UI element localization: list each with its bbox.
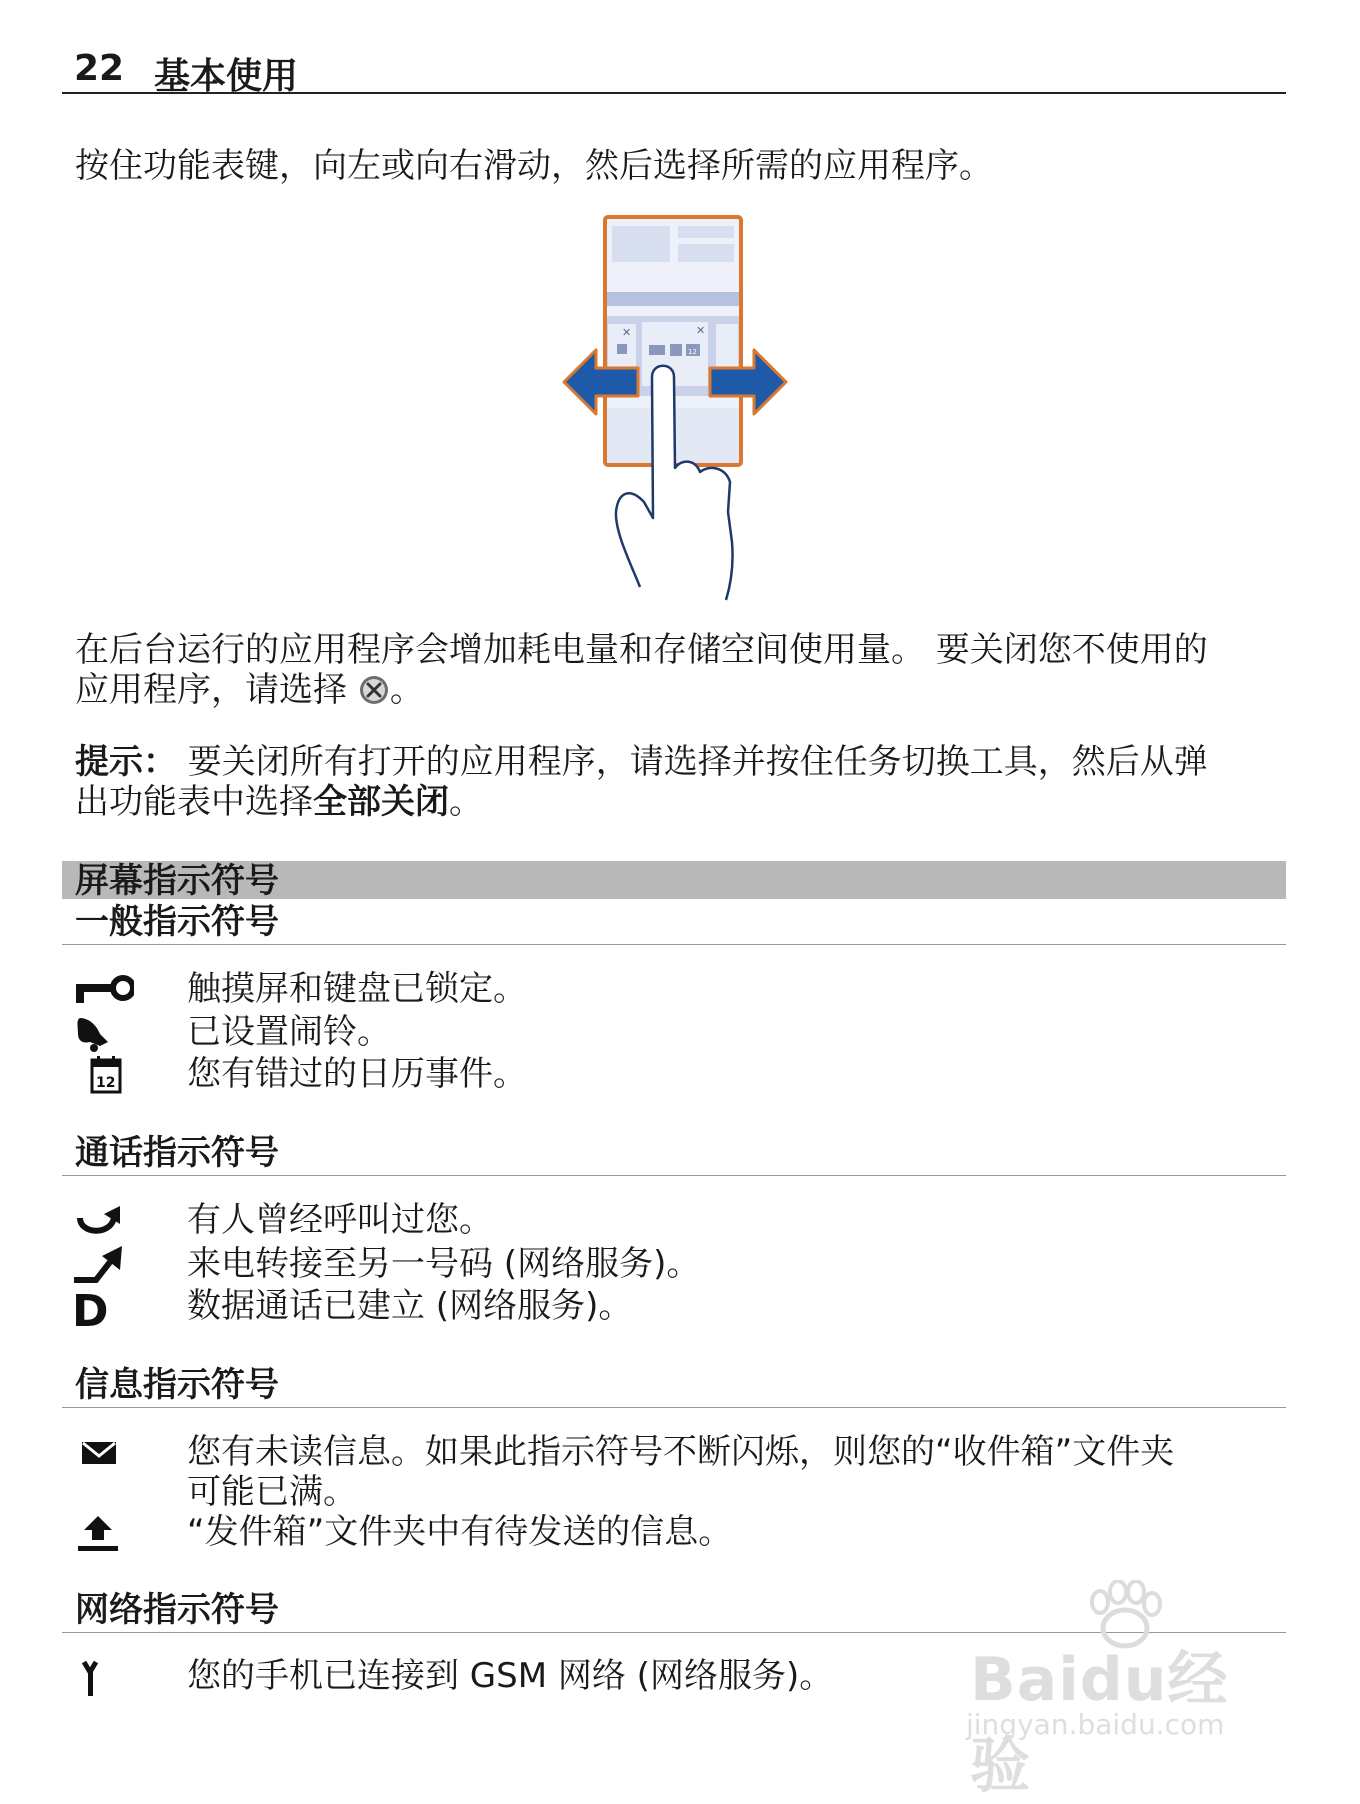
subheading-title: 通话指示符号: [75, 1133, 279, 1173]
indicator-row: [62, 1012, 1286, 1054]
svg-text:12: 12: [96, 1075, 116, 1091]
indicator-description: 您的手机已连接到 GSM 网络 (网络服务)。: [187, 1656, 834, 1696]
tip-line-1: [75, 742, 1285, 782]
tip-text: 要关闭所有打开的应用程序，请选择并按住任务切换工具，然后从弹: [177, 742, 1208, 782]
indicator-description: 触摸屏和键盘已锁定。: [187, 969, 527, 1009]
calendar-day-label: 12: [688, 348, 697, 356]
indicator-description: 有人曾经呼叫过您。: [187, 1200, 493, 1240]
indicator-description: 数据通话已建立 (网络服务)。: [187, 1286, 633, 1326]
subheading-title: 一般指示符号: [75, 902, 279, 942]
tip-end: 。: [449, 782, 483, 822]
close-icon: [358, 674, 390, 706]
tip-text: 出功能表中选择: [75, 782, 313, 822]
indicator-row: [62, 1244, 1286, 1286]
background-apps-end: 。: [389, 670, 424, 710]
bell-icon: [70, 1012, 134, 1054]
general-indicators-heading: [62, 900, 1286, 945]
screen-tile: [678, 244, 734, 262]
watermark-url: jingyan.baidu.com: [966, 1708, 1225, 1741]
music-icon: [670, 344, 682, 356]
watermark-brand: Baidu经验: [970, 1645, 1229, 1801]
screen-strip: [607, 292, 739, 306]
page-title: 基本使用: [154, 56, 299, 97]
antenna-icon: [70, 1656, 134, 1698]
section-heading: [62, 861, 1286, 899]
indicator-row: [62, 1512, 1286, 1554]
subheading-title: 信息指示符号: [75, 1365, 279, 1405]
background-apps-line-1: 在后台运行的应用程序会增加耗电量和存储空间使用量。 要关闭您不使用的: [75, 630, 1208, 670]
task-switcher-illustration: [560, 212, 800, 602]
key-icon: [70, 969, 134, 1011]
indicator-row: [62, 1432, 1286, 1474]
screen-tile: [678, 226, 734, 238]
envelope-icon: [70, 1432, 134, 1474]
indicator-row: [62, 1200, 1286, 1242]
indicator-row: [62, 1054, 1286, 1096]
intro-paragraph: 按住功能表键，向左或向右滑动，然后选择所需的应用程序。: [75, 146, 993, 186]
message-indicators-heading: [62, 1363, 1286, 1408]
missed-call-icon: [70, 1200, 134, 1242]
indicator-description: 来电转接至另一号码 (网络服务)。: [187, 1244, 701, 1284]
indicator-row: [62, 969, 1286, 1011]
close-icon: ✕: [696, 324, 706, 337]
indicator-description: “发件箱”文件夹中有待发送的信息。: [187, 1512, 733, 1552]
indicator-description: 已设置闹铃。: [187, 1012, 391, 1052]
data-call-icon: [70, 1286, 134, 1328]
call-indicators-heading: [62, 1131, 1286, 1176]
call-forward-icon: [70, 1244, 134, 1286]
section-title: 屏幕指示符号: [75, 861, 279, 901]
screen-tile: [612, 226, 670, 262]
page-header: [62, 44, 1286, 97]
indicator-description: 您有未读信息。如果此指示符号不断闪烁，则您的“收件箱”文件夹: [187, 1432, 1175, 1472]
tip-label: 提示：: [75, 742, 177, 782]
indicator-description-continued: 可能已满。: [187, 1472, 357, 1512]
calendar-icon: [70, 1054, 134, 1096]
background-apps-line-2: [75, 670, 1285, 710]
outbox-icon: [70, 1512, 134, 1554]
svg-text:D: D: [72, 1286, 109, 1328]
indicator-row: [62, 1472, 1286, 1514]
page-number: 22: [74, 48, 125, 89]
app-icon: [649, 345, 665, 355]
background-apps-text: 应用程序，请选择: [75, 670, 358, 710]
close-icon: ✕: [622, 326, 632, 339]
app-icon: [617, 344, 627, 354]
tip-line-2: [75, 782, 1285, 822]
subheading-title: 网络指示符号: [75, 1590, 279, 1630]
close-all-option: 全部关闭: [313, 782, 449, 822]
indicator-description: 您有错过的日历事件。: [187, 1054, 527, 1094]
baidu-watermark: [960, 1580, 1280, 1801]
indicator-row: [62, 1286, 1286, 1328]
